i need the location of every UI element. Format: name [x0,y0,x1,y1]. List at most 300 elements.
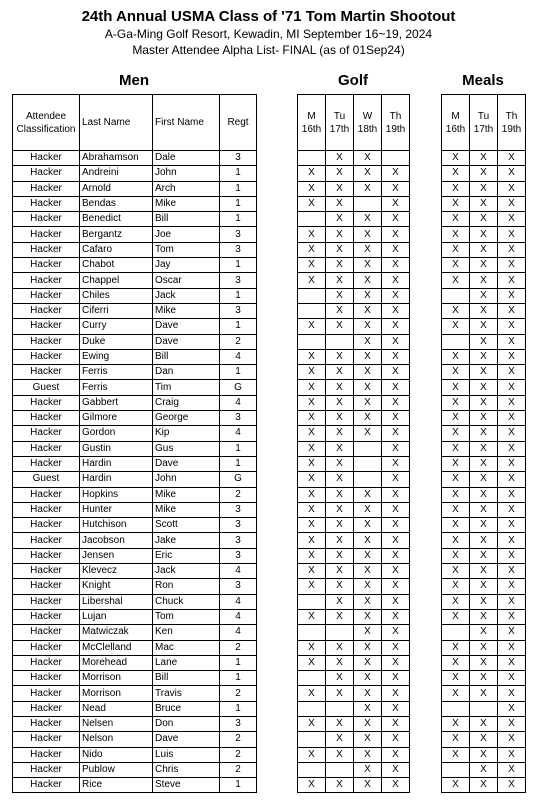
meal-row [442,441,526,456]
attendee-last-name: Hutchison [80,518,153,533]
attendee-last-name: Hardin [80,456,153,471]
golf-mark: X [354,609,382,624]
meal-row [442,671,526,686]
meal-row [442,747,526,762]
meal-mark: X [470,273,498,288]
golf-mark: X [382,395,410,410]
golf-mark: X [354,701,382,716]
attendee-row [13,594,257,609]
attendee-row [13,319,257,334]
golf-mark: X [382,716,410,731]
golf-row [298,426,410,441]
golf-mark: X [298,518,326,533]
attendee-row [13,564,257,579]
golf-table [297,94,410,793]
golf-mark: X [382,655,410,670]
meal-mark: X [442,686,470,701]
meal-mark: X [442,411,470,426]
golf-mark: X [382,181,410,196]
meal-mark: X [442,456,470,471]
meal-mark: X [442,258,470,273]
attendee-first-name: John [153,166,220,181]
golf-mark: X [354,594,382,609]
golf-mark: X [298,579,326,594]
golf-mark: X [354,227,382,242]
meal-mark: X [498,472,526,487]
attendee-row [13,380,257,395]
attendee-classification: Hacker [13,319,80,334]
attendee-first-name: Bill [153,212,220,227]
attendee-regiment: 1 [220,181,257,196]
meal-row [442,151,526,166]
attendee-classification: Hacker [13,365,80,380]
attendee-classification: Hacker [13,242,80,257]
meal-mark: X [498,640,526,655]
meal-mark: X [470,533,498,548]
meal-mark: X [470,288,498,303]
meal-row [442,625,526,640]
attendee-last-name: Morrison [80,686,153,701]
golf-row [298,212,410,227]
golf-mark: X [382,456,410,471]
attendee-regiment: 1 [220,258,257,273]
golf-mark: X [354,533,382,548]
attendee-first-name: Jake [153,533,220,548]
golf-mark: X [298,533,326,548]
attendee-classification: Hacker [13,487,80,502]
golf-mark [326,625,354,640]
attendee-regiment: G [220,472,257,487]
attendee-classification: Hacker [13,609,80,624]
meal-mark: X [470,655,498,670]
golf-row [298,762,410,777]
meal-mark: X [498,732,526,747]
golf-mark [326,762,354,777]
attendee-classification: Hacker [13,151,80,166]
meal-mark: X [498,441,526,456]
attendee-classification: Hacker [13,426,80,441]
attendee-classification: Hacker [13,456,80,471]
meal-mark: X [498,426,526,441]
meal-row [442,548,526,563]
meal-day-header: Th 19th [498,95,526,151]
golf-mark: X [298,349,326,364]
golf-mark [326,334,354,349]
golf-mark: X [298,716,326,731]
meal-mark: X [442,533,470,548]
golf-mark: X [326,548,354,563]
golf-mark: X [382,502,410,517]
meal-row [442,273,526,288]
golf-row [298,181,410,196]
attendee-classification: Hacker [13,671,80,686]
golf-row [298,594,410,609]
golf-mark [298,594,326,609]
meal-row [442,732,526,747]
attendee-row [13,441,257,456]
golf-row [298,411,410,426]
golf-mark: X [382,548,410,563]
meal-mark: X [498,655,526,670]
meal-mark: X [442,564,470,579]
meal-mark: X [442,242,470,257]
golf-mark: X [298,258,326,273]
golf-mark [298,762,326,777]
meal-mark: X [442,472,470,487]
attendee-first-name: Jack [153,288,220,303]
golf-mark: X [382,166,410,181]
golf-row [298,686,410,701]
attendee-last-name: Duke [80,334,153,349]
golf-mark: X [354,564,382,579]
golf-mark: X [298,181,326,196]
meal-row [442,579,526,594]
attendee-regiment: 3 [220,151,257,166]
meal-mark: X [498,609,526,624]
golf-mark: X [354,212,382,227]
golf-mark: X [326,456,354,471]
golf-mark: X [382,732,410,747]
golf-mark: X [326,227,354,242]
golf-mark: X [382,349,410,364]
golf-mark: X [354,548,382,563]
meal-mark: X [470,227,498,242]
attendee-classification: Hacker [13,303,80,318]
attendee-last-name: Matwiczak [80,625,153,640]
meal-mark: X [470,548,498,563]
attendee-row [13,151,257,166]
meal-mark: X [442,640,470,655]
meal-mark: X [470,762,498,777]
golf-mark: X [354,242,382,257]
meal-row [442,258,526,273]
meal-row [442,426,526,441]
golf-mark [298,212,326,227]
attendee-row [13,762,257,777]
golf-mark: X [354,762,382,777]
golf-mark: X [326,778,354,793]
golf-mark: X [298,227,326,242]
attendee-regiment: 1 [220,441,257,456]
attendee-last-name: Bergantz [80,227,153,242]
golf-mark: X [326,411,354,426]
meal-mark: X [442,778,470,793]
attendee-last-name: Ferris [80,380,153,395]
meal-row [442,212,526,227]
golf-mark: X [354,732,382,747]
golf-mark: X [326,533,354,548]
golf-mark: X [354,395,382,410]
meal-mark: X [470,686,498,701]
golf-mark: X [354,640,382,655]
golf-row [298,196,410,211]
attendee-last-name: Gabbert [80,395,153,410]
meal-row [442,288,526,303]
meal-mark: X [498,380,526,395]
attendee-last-name: Ewing [80,349,153,364]
attendee-regiment: 4 [220,609,257,624]
attendee-row [13,487,257,502]
attendee-regiment: 3 [220,533,257,548]
meal-day-header: M 16th [442,95,470,151]
attendee-row [13,166,257,181]
meal-mark: X [442,594,470,609]
meal-row [442,365,526,380]
meal-mark: X [470,411,498,426]
golf-mark: X [354,655,382,670]
golf-mark: X [298,319,326,334]
meal-mark: X [470,640,498,655]
men-table [12,94,257,793]
classification-header: Attendee Classification [13,95,80,151]
golf-mark: X [382,273,410,288]
meal-mark: X [470,349,498,364]
attendee-classification: Hacker [13,655,80,670]
attendee-last-name: Lujan [80,609,153,624]
attendee-regiment: 1 [220,655,257,670]
golf-row [298,579,410,594]
attendee-first-name: Travis [153,686,220,701]
golf-mark: X [354,502,382,517]
attendee-first-name: Dave [153,456,220,471]
meal-mark: X [442,303,470,318]
meal-mark: X [470,564,498,579]
golf-row [298,701,410,716]
golf-mark: X [354,319,382,334]
attendee-last-name: Gilmore [80,411,153,426]
meal-mark: X [442,548,470,563]
attendee-classification: Hacker [13,747,80,762]
meal-row [442,196,526,211]
attendee-first-name: Lane [153,655,220,670]
regiment-header: Regt [220,95,257,151]
meal-mark: X [442,151,470,166]
meal-mark: X [470,747,498,762]
golf-mark: X [326,716,354,731]
attendee-regiment: 4 [220,426,257,441]
attendee-regiment: 3 [220,548,257,563]
golf-row [298,732,410,747]
golf-mark: X [382,609,410,624]
attendee-last-name: Chappel [80,273,153,288]
golf-day-header: M 16th [298,95,326,151]
golf-mark: X [382,747,410,762]
golf-mark: X [326,579,354,594]
golf-mark: X [298,472,326,487]
golf-row [298,227,410,242]
golf-row [298,548,410,563]
meal-row [442,655,526,670]
golf-mark: X [382,625,410,640]
attendee-classification: Hacker [13,212,80,227]
golf-mark: X [382,472,410,487]
meal-mark: X [498,762,526,777]
attendee-last-name: Nelsen [80,716,153,731]
golf-row [298,258,410,273]
golf-section-heading: Golf [338,72,368,89]
meal-mark: X [498,487,526,502]
attendee-classification: Hacker [13,518,80,533]
golf-mark: X [382,518,410,533]
attendee-classification: Hacker [13,441,80,456]
meal-row [442,686,526,701]
attendee-first-name: Tom [153,242,220,257]
meal-mark: X [498,747,526,762]
golf-mark: X [326,747,354,762]
meal-mark [442,334,470,349]
golf-mark [298,303,326,318]
golf-mark: X [354,487,382,502]
meal-row [442,227,526,242]
meal-mark: X [498,334,526,349]
golf-mark: X [382,762,410,777]
golf-mark [298,334,326,349]
golf-mark: X [326,564,354,579]
meals-section-heading: Meals [462,72,504,89]
meal-mark: X [498,502,526,517]
attendee-first-name: Scott [153,518,220,533]
golf-mark: X [354,151,382,166]
meal-row [442,334,526,349]
attendee-first-name: Tim [153,380,220,395]
meal-mark: X [498,349,526,364]
attendee-last-name: Abrahamson [80,151,153,166]
meal-mark: X [470,258,498,273]
golf-mark: X [382,319,410,334]
meal-mark: X [498,533,526,548]
meal-mark: X [470,242,498,257]
golf-mark: X [326,380,354,395]
golf-row [298,365,410,380]
golf-mark: X [326,441,354,456]
golf-mark: X [382,334,410,349]
meal-mark: X [498,319,526,334]
meal-row [442,609,526,624]
attendee-last-name: Gustin [80,441,153,456]
meal-mark: X [442,655,470,670]
attendee-classification: Hacker [13,196,80,211]
meal-mark: X [442,732,470,747]
golf-mark: X [326,655,354,670]
meal-mark: X [498,258,526,273]
golf-mark: X [354,579,382,594]
attendee-first-name: Joe [153,227,220,242]
golf-mark: X [326,594,354,609]
meal-mark: X [498,365,526,380]
attendee-first-name: Luis [153,747,220,762]
attendee-row [13,349,257,364]
meal-mark: X [498,166,526,181]
meal-mark [470,701,498,716]
attendee-classification: Hacker [13,625,80,640]
golf-mark: X [326,151,354,166]
meal-mark: X [470,441,498,456]
golf-mark: X [382,380,410,395]
meal-row [442,380,526,395]
meal-mark: X [470,334,498,349]
attendee-row [13,518,257,533]
golf-mark: X [326,349,354,364]
attendee-regiment: 3 [220,303,257,318]
attendee-row [13,716,257,731]
meal-mark: X [470,716,498,731]
meal-mark: X [442,166,470,181]
attendee-classification: Hacker [13,411,80,426]
attendee-regiment: 3 [220,579,257,594]
golf-mark: X [354,426,382,441]
last-name-header: Last Name [80,95,153,151]
golf-day-header: Th 19th [382,95,410,151]
meal-mark: X [442,518,470,533]
attendee-row [13,686,257,701]
attendee-row [13,288,257,303]
golf-mark: X [326,686,354,701]
golf-mark: X [354,625,382,640]
attendee-classification: Hacker [13,762,80,777]
meal-row [442,533,526,548]
attendee-row [13,732,257,747]
golf-mark: X [354,747,382,762]
attendee-classification: Guest [13,380,80,395]
meal-mark: X [470,319,498,334]
meal-mark: X [442,426,470,441]
meal-mark: X [470,395,498,410]
attendee-classification: Hacker [13,258,80,273]
golf-mark: X [326,258,354,273]
attendee-row [13,655,257,670]
golf-mark: X [326,395,354,410]
meal-mark: X [498,303,526,318]
meal-row [442,181,526,196]
golf-mark: X [382,701,410,716]
golf-mark: X [326,319,354,334]
golf-mark [298,151,326,166]
golf-mark: X [382,227,410,242]
meal-row [442,716,526,731]
attendee-regiment: 2 [220,487,257,502]
golf-mark: X [326,609,354,624]
attendee-classification: Hacker [13,640,80,655]
attendee-classification: Hacker [13,533,80,548]
golf-row [298,625,410,640]
meal-row [442,640,526,655]
attendee-first-name: Arch [153,181,220,196]
meal-mark: X [470,166,498,181]
golf-mark: X [298,487,326,502]
attendee-last-name: Chabot [80,258,153,273]
attendee-regiment: 3 [220,411,257,426]
golf-mark: X [326,303,354,318]
golf-mark: X [354,258,382,273]
golf-row [298,395,410,410]
golf-mark: X [354,334,382,349]
golf-mark: X [326,518,354,533]
attendee-classification: Hacker [13,716,80,731]
attendee-classification: Hacker [13,395,80,410]
meal-mark: X [470,181,498,196]
golf-mark [298,732,326,747]
meal-mark: X [442,502,470,517]
golf-mark: X [326,273,354,288]
attendee-first-name: Chuck [153,594,220,609]
attendee-first-name: John [153,472,220,487]
meal-row [442,303,526,318]
golf-mark: X [354,411,382,426]
golf-row [298,273,410,288]
meal-mark: X [470,778,498,793]
golf-mark: X [298,747,326,762]
attendee-row [13,701,257,716]
